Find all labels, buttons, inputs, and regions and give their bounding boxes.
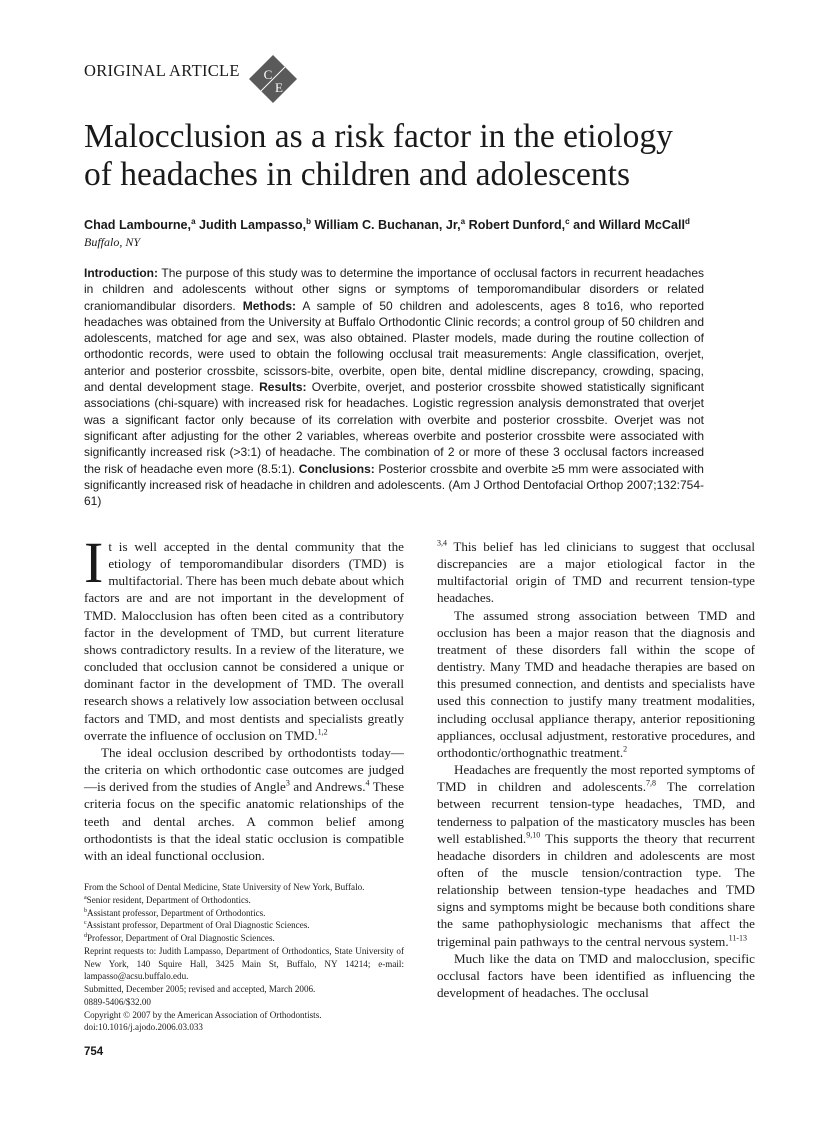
paragraph-text: This belief has led clinicians to suggest that occlusal discrepancies are a major etiological factor in the multifactorial origin of TMD and recurrent tension-type headaches. <box>437 539 755 606</box>
badge-letter-c: C <box>263 67 273 82</box>
body-column-right <box>437 538 755 1001</box>
author-name: Judith Lampasso, <box>199 218 307 233</box>
paragraph-text: and Andrews. <box>289 779 366 795</box>
footnote-reprint: Reprint requests to: Judith Lampasso, Department of Orthodontics, State University of New York, 140 Squire Hall, 3425 Main St, Buffalo, NY 14214; e-mail: lampasso@acsu.buffalo.edu. <box>84 945 404 982</box>
paragraph-text: The assumed strong association between TMD and occlusion has been a major reason that the diagnosis and treatment of these disorders fall within the scope of dentistry. Many TMD and headache therapies are based on this presumed connection, and dentists and specialists have used this connection to justify many treatment modalities, including occlusal appliance therapy, anterior repositioning appliances, occlusal adjustment, restorative procedures, and orthodontic/orthognathic treatment. <box>437 607 755 760</box>
author-location: Buffalo, NY <box>84 235 141 249</box>
abstract-intro-text: The purpose of this study was to determine the importance of occlusal factors in recurrent headaches in children and adolescents without other signs or symptoms of temporomandibular disorders or related craniomandibular disorders. <box>84 266 704 313</box>
abstract <box>84 265 704 509</box>
reference-citation[interactable]: 11-13 <box>728 933 747 943</box>
footnote-doi[interactable]: doi:10.1016/j.ajodo.2006.03.033 <box>84 1022 203 1033</box>
abstract-results-text: Overbite, overjet, and posterior crossbite showed statistically significant associations (chi-square) with increased risk for headaches. Logistic regression analysis demonstrated that overjet was a significant factor only because of its correlation with overbite and posterior crossbite. Overjet was not significant after adjusting for the other 2 variables, whereas overbite and posterior crossbite were associated with significantly increased risk (>3:1) of headache. The combination of 2 or more of these 3 occlusal factors increased the risk of headache even more (8.5:1). <box>84 380 704 476</box>
body-paragraph-continued <box>437 538 755 607</box>
reference-citation[interactable]: 1,2 <box>317 727 328 737</box>
abstract-intro-label: Introduction: <box>84 266 158 280</box>
footnote-affiliation-a: $^a$Senior resident, Department of Orthodontics. <box>84 894 251 905</box>
reference-citation[interactable]: 3,4 <box>437 538 447 548</box>
footnote-text: Assistant professor, Department of Oral Diagnostic Sciences. <box>86 920 310 931</box>
section-label: ORIGINAL ARTICLE <box>84 61 240 80</box>
abstract-conclusions-label: Conclusions: <box>298 461 375 476</box>
page-number: 754 <box>84 1046 104 1058</box>
article-title <box>84 118 764 194</box>
body-paragraph <box>84 530 404 744</box>
paragraph-text: These criteria focus on the specific anatomic relationships of the teeth and dental arches. A common belief among orthodontists is that the ideal static occlusion is compatible with an ideal functional occlusion. <box>84 779 405 863</box>
footnote-affiliation-d: $^d$Professor, Department of Oral Diagnostic Sciences. <box>84 932 275 943</box>
footnote-text: Professor, Department of Oral Diagnostic Sciences. <box>87 933 275 943</box>
author-name: Chad Lambourne, <box>84 218 192 233</box>
reference-citation[interactable]: 4 <box>365 778 370 788</box>
abstract-methods-label: Methods: <box>242 298 297 313</box>
footnote-affiliation-c: $^c$Assistant professor, Department of Oral Diagnostic Sciences. <box>84 920 310 931</box>
paragraph-text: Much like the data on TMD and malocclusion, specific occlusal factors have been identified as influencing the development of headaches. The occlusal <box>437 950 755 1001</box>
body-column-left <box>84 530 405 864</box>
footnote-affiliation-b: $^b$Assistant professor, Department of Orthodontics. <box>84 907 266 918</box>
paragraph-text: The correlation between recurrent tension-type headaches, TMD, and tenderness to palpation of the masticatory muscles has been well established. <box>437 779 755 846</box>
author-name: and Willard McCall <box>573 218 685 233</box>
paragraph-text: The ideal occlusion described by orthodontists today—the criteria on which orthodontic case outcomes are judged—is derived from the studies of Angle <box>84 744 404 795</box>
body-paragraph <box>437 607 755 761</box>
footnotes <box>84 881 404 1034</box>
ce-badge-icon <box>248 54 298 104</box>
reference-citation[interactable]: 7,8 <box>646 778 657 788</box>
author-list <box>84 217 784 232</box>
body-paragraph <box>437 761 755 950</box>
footnote-issn: 0889-5406/$32.00 <box>84 996 151 1007</box>
reference-citation[interactable]: 9,10 <box>526 830 541 840</box>
body-paragraph <box>437 950 755 1001</box>
drop-cap: I <box>84 530 104 595</box>
title-line-1: Malocclusion as a risk factor in the etiology <box>84 118 673 155</box>
abstract-results-label: Results: <box>259 380 307 395</box>
footnote-text: Senior resident, Department of Orthodontics. <box>86 894 251 905</box>
paragraph-text: Headaches are frequently the most reported symptoms of TMD in children and adolescents. <box>437 762 755 795</box>
author-name: Robert Dunford, <box>468 218 566 233</box>
abstract-methods-text: A sample of 50 children and adolescents, ages 8 to16, who reported headaches was obtained from the University at Buffalo Orthodontic Clinic records; a control group of 50 children and adolescents, matched for age and sex, was also obtained. Plaster models, made during the routine collection of orthodontic records, were used to obtain the following occlusal trait measurements: Angle classification, overjet, anterior and posterior crossbite, scissors-bite, overbite, open bite, dental midline discrepancy, crowding, spacing, and dental development stage. <box>84 298 705 395</box>
footnote-school: From the School of Dental Medicine, State University of New York, Buffalo. <box>84 882 365 892</box>
author-affiliation: b <box>306 217 311 226</box>
footnote-submitted: Submitted, December 2005; revised and accepted, March 2006. <box>84 984 316 994</box>
footnote-text: Assistant professor, Department of Orthodontics. <box>87 907 266 918</box>
author-name: William C. Buchanan, Jr, <box>314 218 461 233</box>
author-affiliation: a <box>191 217 196 226</box>
badge-letter-e: E <box>275 80 283 95</box>
paragraph-text: t is well accepted in the dental community that the etiology of temporomandibular disorders (TMD) is multifactorial. There has been much debate about which factors are and are not important in the development of TMD. Malocclusion has often been cited as a contributory factor in the development of TMD, but current literature shows contradictory results. In a review of the literature, we concluded that occlusion cannot be considered a unique or dominant factor in the development of TMD. The overall research shows a relatively low association between occlusal factors and TMD, and most dentists and specialists greatly overrate the influence of occlusion on TMD. <box>84 539 404 743</box>
author-affiliation: c <box>565 217 570 226</box>
author-affiliation: d <box>684 217 690 226</box>
title-line-2: of headaches in children and adolescents <box>84 156 631 193</box>
abstract-conclusions-text: Posterior crossbite and overbite ≥5 mm were associated with significantly increased risk of headache in children and adolescents. (Am J Orthod Dentofacial Orthop 2007;132:754-61) <box>84 461 704 509</box>
body-paragraph <box>84 744 404 864</box>
author-affiliation: a <box>460 217 466 226</box>
paragraph-text: This supports the theory that recurrent headache disorders in children and adolescents are most often of the muscle tension/contraction type. The relationship between tension-type headaches and TMD signs and symptoms might be because both conditions share the same pathophysiologic mechanisms that affect the trigeminal pain pathways to the central nervous system. <box>437 830 755 949</box>
footnote-copyright: Copyright © 2007 by the American Association of Orthodontists. <box>84 1009 322 1020</box>
reference-citation[interactable]: 2 <box>623 744 628 754</box>
reference-citation[interactable]: 3 <box>285 778 290 788</box>
